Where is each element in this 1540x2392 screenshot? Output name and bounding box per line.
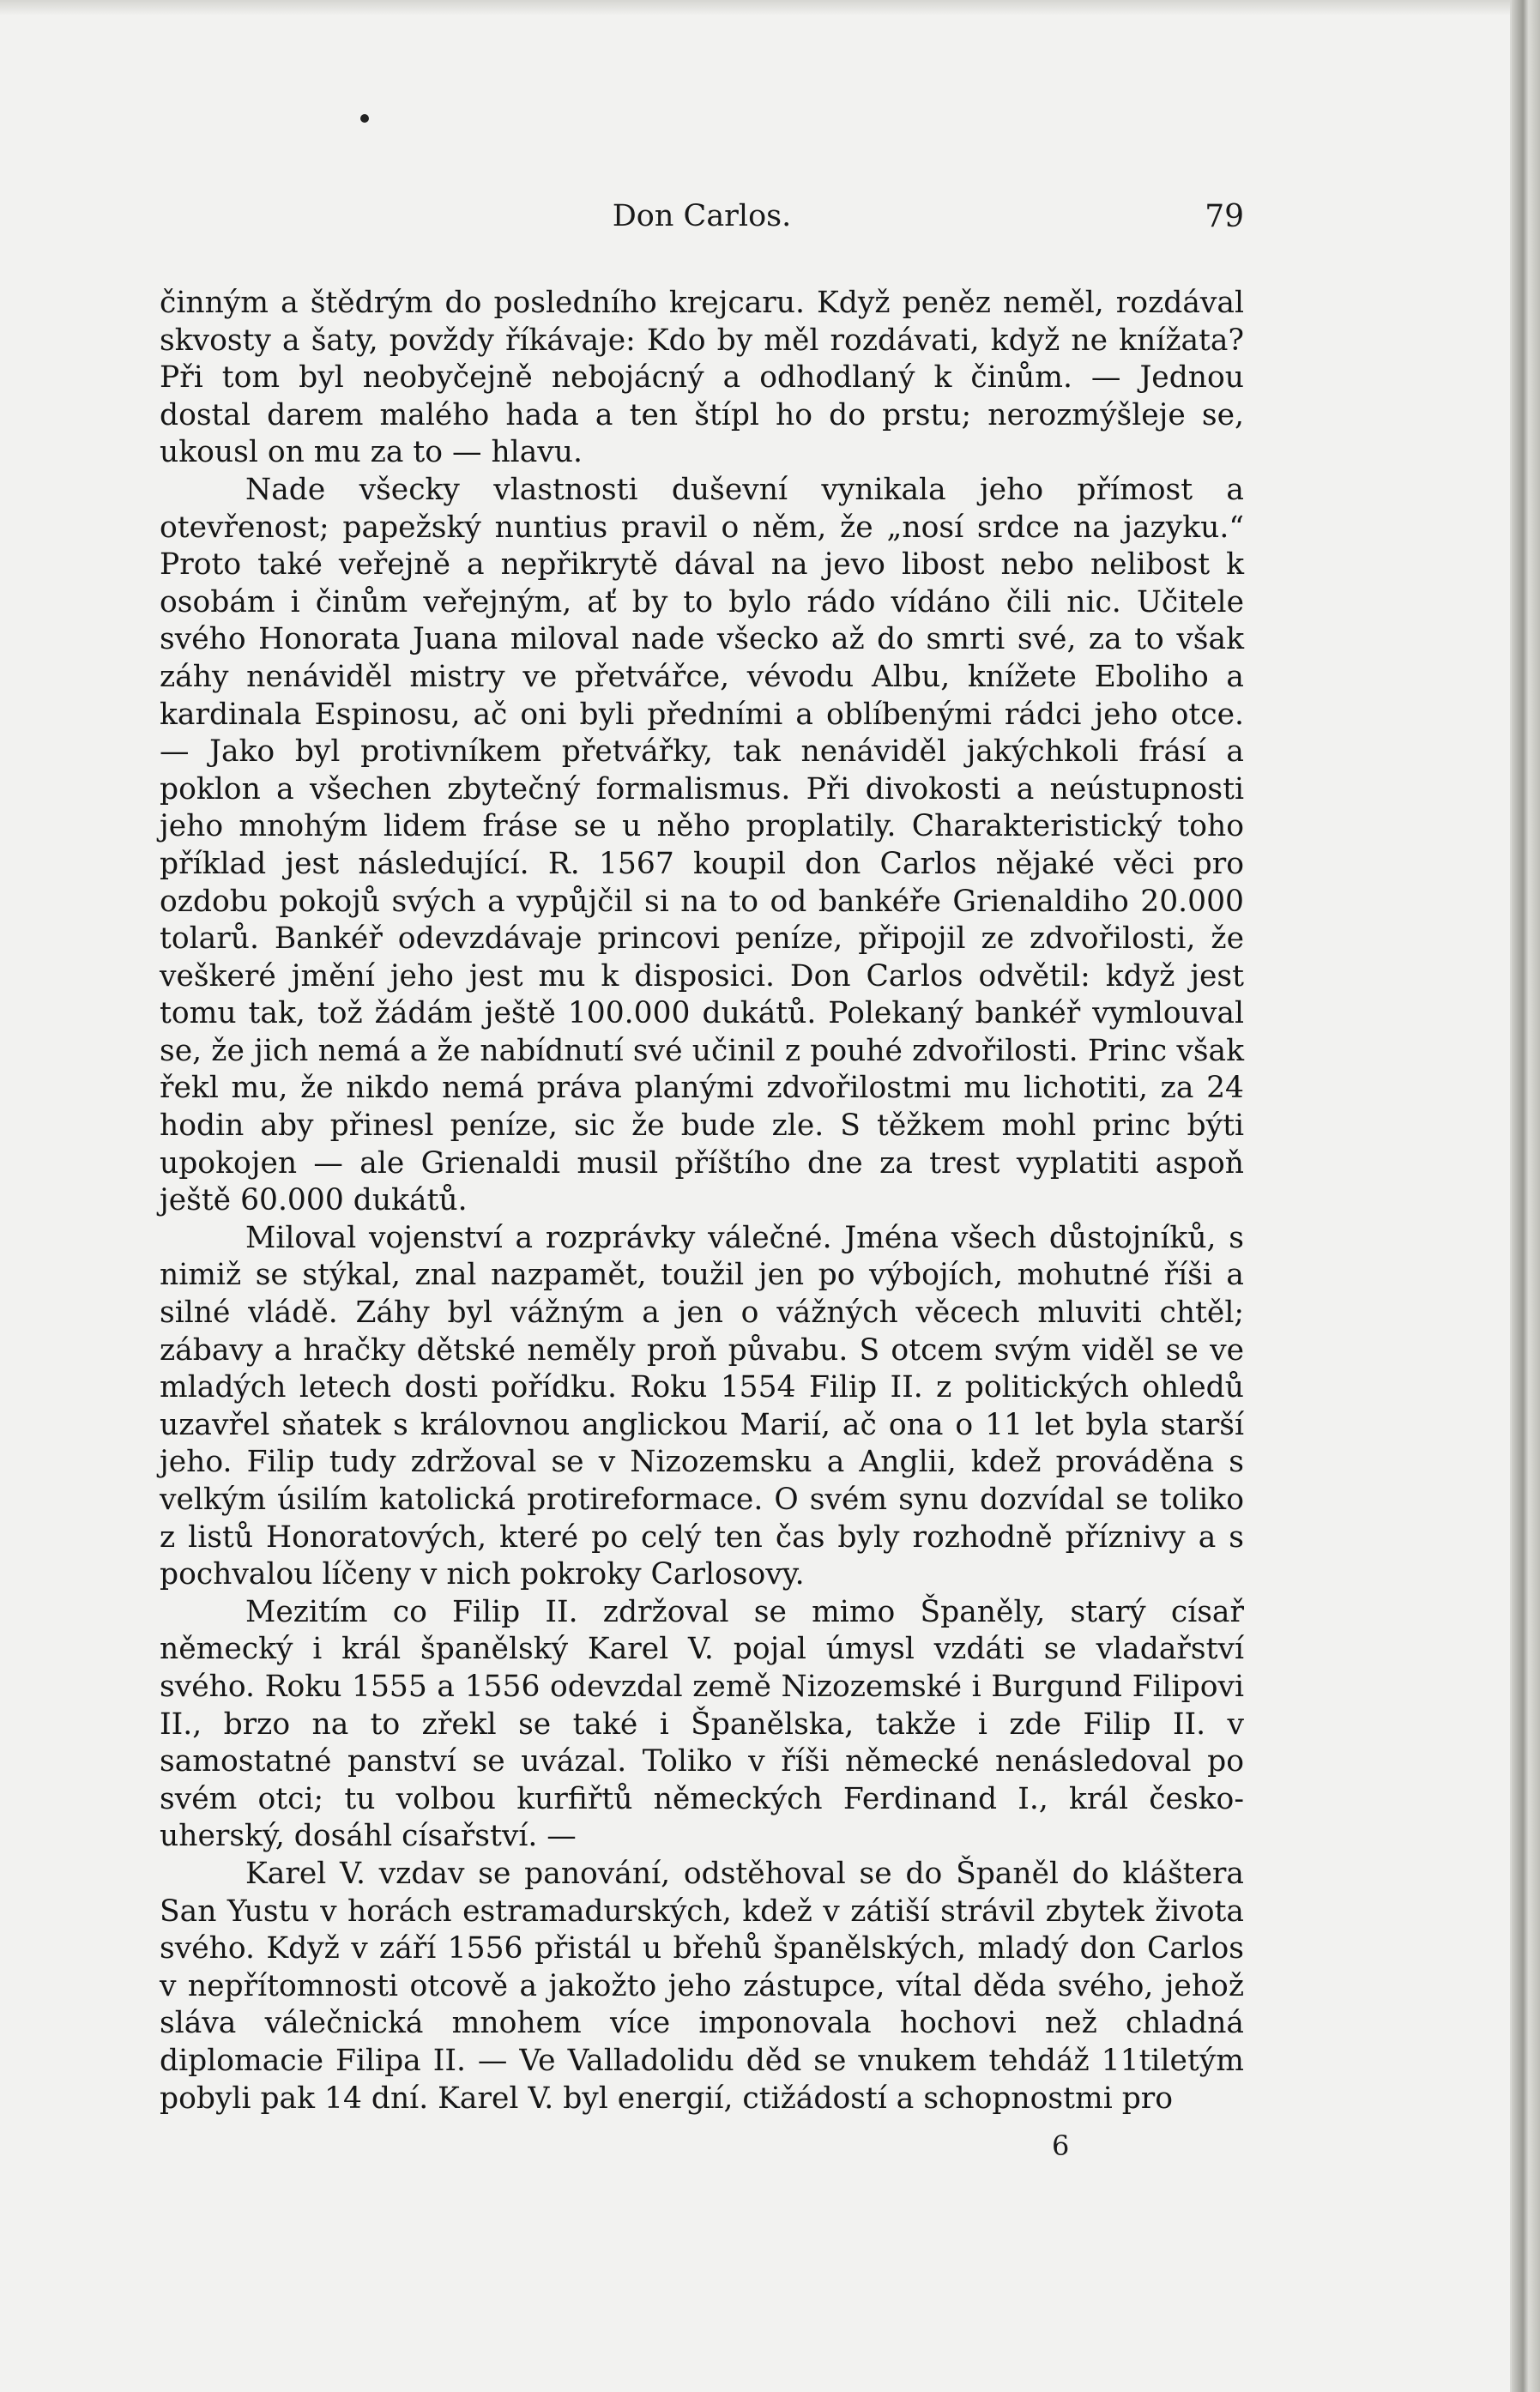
paragraph: Nade všecky vlastnosti duševní vynikala jeho přímost a otevřenost; papežský nuntius pravil o něm, že „nosí srdce na jazyku.“ Proto také veřejně a nepřikrytě dával na jevo libost nebo nelibost k osobám i činům veřejným, ať by to bylo rádo vídáno čili nic. Učitele svého Honorata Juana miloval nade všecko až do smrti své, za to však záhy nenáviděl mistry ve přetvářce, vévodu Albu, knížete Eboliho a kardinala Espinosu, ač oni byli předními a oblíbenými rádci jeho otce. — Jako byl protivníkem přetvářky, tak nenáviděl jakýchkoli frásí a poklon a všechen zbytečný formalismus. Při divokosti a neústupnosti jeho mnohým lidem fráse se u něho proplatily. Charakteristický toho příklad jest následující. R. 1567 koupil don Carlos nějaké věci pro ozdobu pokojů svých a vypůjčil si na to od bankéře Grienaldiho 20.000 tolarů. Bankéř odevzdávaje princovi peníze, připojil ze zdvořilosti, že veškeré jmění jeho jest mu k disposici. Don Carlos odvětil: když jest tomu tak, tož žádám ještě 100.000 dukátů. Polekaný bankéř vymlouval se, že jich nemá a že nabídnutí své učinil z pouhé zdvořilosti. Princ však řekl mu, že nikdo nemá práva planými zdvořilostmi mu lichotiti, za 24 hodin aby přinesl peníze, sic že bude zle. S těžkem mohl princ býti upokojen — ale Grienaldi musil příštího dne za trest vyplatiti aspoň ještě 60.000 dukátů. bbox=[160, 472, 1244, 1218]
page-top-shadow bbox=[0, 0, 1512, 15]
running-title: Don Carlos. bbox=[612, 199, 792, 233]
binding-edge bbox=[1512, 0, 1540, 2392]
paragraph: Karel V. vzdav se panování, odstěhoval se do Španěl do kláštera San Yustu v horách estramadurských, kdež v zátiší strávil zbytek života svého. Když v září 1556 přistál u břehů španělských, mladý don Carlos v nepřítomnosti otcově a jakožto jeho zástupce, vítal děda svého, jehož sláva válečnická mnohem více imponovala hochovi než chladná diplomacie Filipa II. — Ve Valladolidu děd se vnukem tehdáž 11tiletým pobyli pak 14 dní. Karel V. byl energií, ctižádostí a schopnostmi pro bbox=[160, 1856, 1244, 2116]
paragraph: činným a štědrým do posledního krejcaru. Když peněz neměl, rozdával skvosty a šaty, povždy říkávaje: Kdo by měl rozdávati, když ne knížata? Při tom byl neobyčejně nebojácný a odhodlaný k činům. — Jednou dostal darem malého hada a ten štípl ho do prstu; nerozmýšleje se, ukousl on mu za to — hlavu. bbox=[160, 286, 1244, 470]
body-text bbox=[160, 285, 1244, 2117]
ink-speck bbox=[360, 114, 369, 123]
page-number: 79 bbox=[1205, 199, 1244, 234]
signature-mark: 6 bbox=[1052, 2129, 1070, 2162]
paragraph: Mezitím co Filip II. zdržoval se mimo Španěly, starý císař německý i král španělský Karel V. pojal úmysl vzdáti se vladařství svého. Roku 1555 a 1556 odevzdal země Nizozemské i Burgund Filipovi II., brzo na to zřekl se také i Španělska, takže i zde Filip II. v samostatné panství se uvázal. Toliko v říši německé nenásledoval po svém otci; tu volbou kurfiřtů německých Ferdinand I., král česko-uherský, dosáhl císařství. — bbox=[160, 1594, 1244, 1854]
paragraph: Miloval vojenství a rozprávky válečné. Jména všech důstojníků, s nimiž se stýkal, znal nazpamět, toužil jen po výbojích, mohutné říši a silné vládě. Záhy byl vážným a jen o vážných věcech mluviti chtěl; zábavy a hračky dětské neměly proň půvabu. S otcem svým viděl se ve mladých letech dosti pořídku. Roku 1554 Filip II. z politických ohledů uzavřel sňatek s královnou anglickou Marií, ač ona o 11 let byla starší jeho. Filip tudy zdržoval se v Nizozemsku a Anglii, kdež prováděna s velkým úsilím katolická protireformace. O svém synu dozvídal se toliko z listů Honoratových, které po celý ten čas byly rozhodně příznivy a s pochvalou líčeny v nich pokroky Carlosovy. bbox=[160, 1220, 1244, 1592]
page-header bbox=[160, 199, 1244, 251]
